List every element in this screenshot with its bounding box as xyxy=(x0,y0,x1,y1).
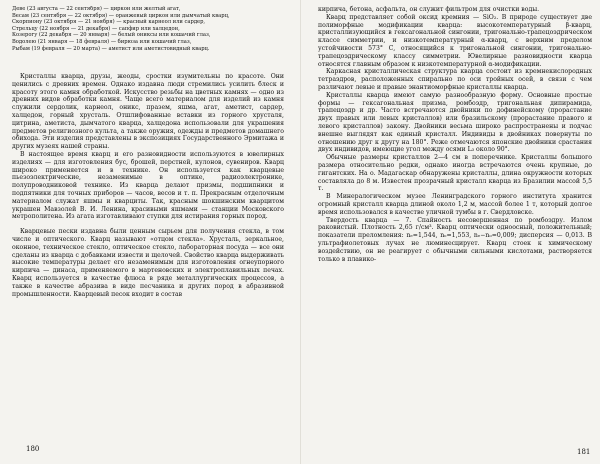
right-body-text xyxy=(318,6,592,263)
left-page-number: 180 xyxy=(26,445,40,453)
paragraph: Кварцевые пески издавна были ценным сырьем для получения стекла, в том числе и оптического. Кварц называют «отцом стекла». Хрусталь, зеркальное, оконное, техническое стекло, оптическое стекло, лабораторная посуда — все они сделаны из кварца с добавками извести и щелочей. Свойство кварца выдерживать высокие температуры делает его незаменимым для изготовления огнеупорного кирпича — динаса, применяемого в мартеновских и электроплавильных печах. Кварц используется в качестве флюса в ряде металлургических процессов, а также в качестве абразива в виде песчаника и других пород в абразивной промышленности. Кварцевый песок входит в состав xyxy=(12,228,284,298)
page-gutter xyxy=(300,0,301,464)
right-page-number: 181 xyxy=(577,448,591,456)
zodiac-line: Стрельцу (22 ноября — 21 декабря) — сапфир или халцедон, xyxy=(12,25,180,32)
paragraph: Каркасная кристаллическая структура кварца состоит из кремнекислородных тетраэдров, расположенных спирально по оси тройных осей, в связи с чем различают левые и правые энантиоморфные кристаллы кварца. xyxy=(318,68,592,91)
zodiac-line: Водолею (21 января — 18 февраля) — бирюза или кошачий глаз, xyxy=(12,38,192,45)
paragraph: Твердость кварца — 7. Спайность несовершенная по ромбоэдру. Излом раковистый. Плотность 2,65 г/см³. Кварц оптически одноосный, положительный; показатели преломления: nₑ=1,544, nₒ=1,553, nₑ−nₒ=0,009; дисперсия — 0,013. В ультрафиолетовых лучах не люминесцирует. Кварц стоек к химическому воздействию, он не реагирует с обычными сильными кислотами, растворяется только в плавико- xyxy=(318,216,592,263)
zodiac-line: Рыбам (19 февраля — 20 марта) — аметист или аметистовидный кварц. xyxy=(12,45,210,52)
paragraph: В Минералогическом музее Ленинградского горного института хранится огромный кристалл кварца длиной около 1,2 м, массой более 1 т, который долгое время использовался в качестве уличной тумбы в г. Свердловске. xyxy=(318,193,592,216)
paragraph: Кварц представляет собой оксид кремния — SiO₂. В природе существует две полиморфные модификации кварца: высокотемпературный β-кварц, кристаллизующийся в гексагональной сингонии, тригонально-трапецоэдрическом классе симметрии, и низкотемпературный α-кварц, с верхним пределом устойчивости 573° С, относящийся к тригональной сингонии, тригонально-трапецоэдрическому классу симметрии. Ювелирные разновидности кварца относятся главным образом к низкотемпературной α-модификации. xyxy=(318,13,592,68)
zodiac-line: Козерогу (22 декабря — 20 января) — белый ониксы или кошачий глаз, xyxy=(12,32,211,39)
zodiac-line: Деве (23 августа — 22 сентября) — циркон или желтый агат, xyxy=(12,6,181,12)
paragraph: Обычные размеры кристаллов 2—4 см в поперечнике. Кристаллы большого размера относительно редки, однако иногда встречаются очень крупные, до гигантских. На о. Мадагаскар обнаружены кристаллы, длина окружности которых составляла до 8 м. Известен прозрачный кристалл кварца из Бразилии массой 5,5 т. xyxy=(318,154,592,193)
paragraph: В настоящее время кварц и его разновидности используются в ювелирных изделиях — для изготовления бус, брошей, перстней, кулонов, сувениров. Кварц широко применяется и в технике. Он используется как кварцевые пьезоэлектрические, незаменимые в оптике, радиоэлектронике, полупроводниковой технике. Из кварца делают призмы, подшипники и подпятники для точных приборов — часов, весов и т. п. Прекрасным отделочным материалом служат яшмы и кварциты. Так, красным шокшинским кварцитом украшен Мавзолей В. И. Ленина, красивыми яшмами — станции Московского метрополитена. Из агата изготавливают ступки для истирания горных пород. xyxy=(12,150,284,221)
left-page xyxy=(12,6,284,298)
right-page xyxy=(318,6,592,263)
zodiac-line: Скорпиону (23 октября — 21 ноября) — красный карнеол или сардер, xyxy=(12,19,206,26)
paragraph: Кристаллы кварца имеют самую разнообразную форму. Основные простые формы — гексагональная призма, ромбоэдр, тригональная дипирамида, трапецоэдр и др. Часто встречаются двойники по дофинейскому (прорастание двух правых или левых кристаллов) или бразильскому (прорастание правого и левого кристаллов) закону. Двойники весьма широко распространены и подчас внешне выглядят как единый кристалл. Индивиды в двойниках повернуты по отношению друг к другу на 180°. Реже отмечаются японские двойники срастания двух индивидов, имеющие угол между осями L₃ около 90°. xyxy=(318,91,592,154)
paragraph: кирпича, бетона, асфальта, он служит фильтром для очистки воды. xyxy=(318,6,540,13)
left-body-text xyxy=(12,66,284,298)
zodiac-stone-list xyxy=(12,6,284,66)
zodiac-line: Весам (23 сентября — 22 октября) — оранжевый циркон или дымчатый кварц, xyxy=(12,12,230,19)
paragraph: Кристаллы кварца, друзы, жеоды, сростки изумительны по красоте. Они ценились с древних времен. Однако издавна люди стремились усилить блеск и красоту этого камня обработкой. Искусство резьбы на цветных камнях — одно из древних видов обработки камня. Чаще всего материалом для изделий из камня служили сердолик, карнеол, оникс, празем, яшма, агат, аметист, сардер, халцедон, горный хрусталь. Отшлифованные вставки из горного хрусталя, цитрина, аметиста, дымчатого кварца, халцедона использовали для украшения предметов религиозного культа, а также оружия, одежды и предметов домашнего обихода. Эти изделия представлены в экспозициях Государственного Эрмитажа и других музеях нашей страны. xyxy=(12,73,284,151)
